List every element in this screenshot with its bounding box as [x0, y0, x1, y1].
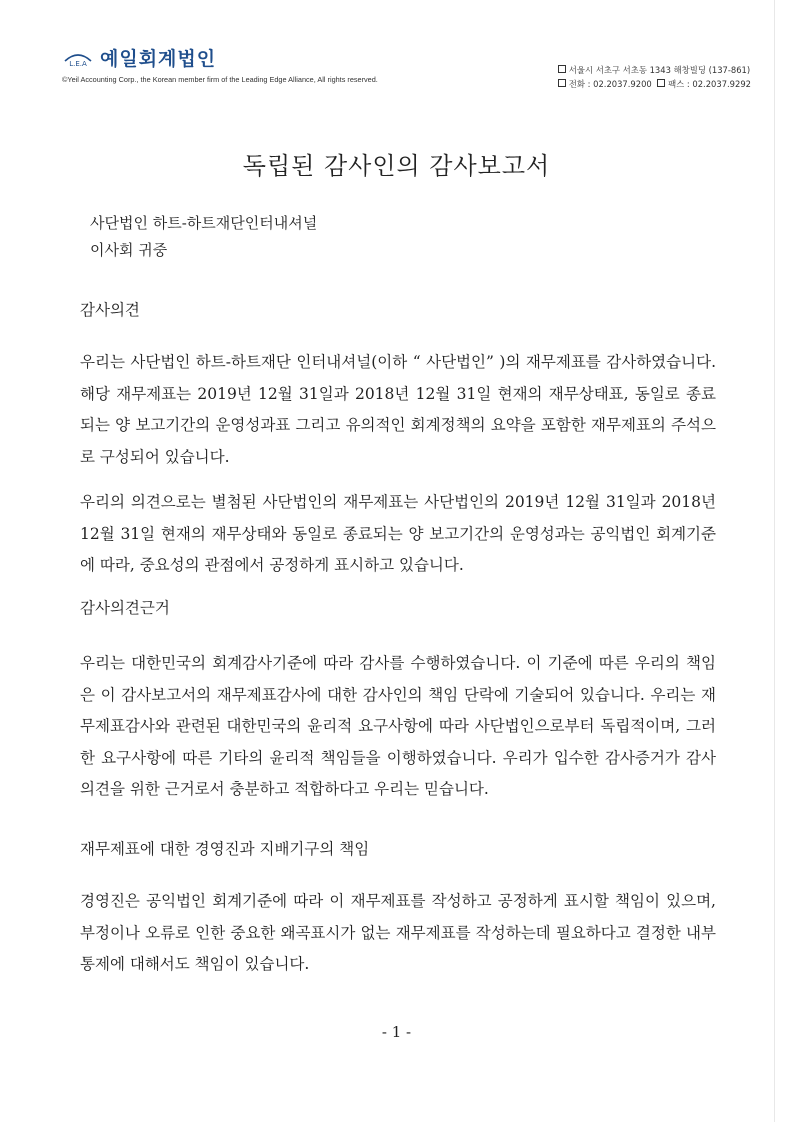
address-icon	[558, 65, 566, 73]
fax-icon	[657, 79, 665, 87]
letterhead-logo	[62, 44, 378, 84]
addressee	[90, 210, 317, 264]
firm-name: 예일회계법인	[100, 48, 217, 70]
report-title: 독립된 감사인의 감사보고서	[242, 152, 551, 180]
opinion-paragraph-1: 우리는 사단법인 하트-하트재단 인터내셔널(이하 “ 사단법인” )의 재무제표를 감사하였습니다. 해당 재무제표는 2019년 12월 31일과 2018년 12월 31일 현재의 재무상태표, 동일로 종료되는 양 보고기간의 운영성과표 그리고 유의적인 회계정책의 요약을 포함한 재무제표의 주석으로 구성되어 있습니다.	[80, 353, 716, 466]
firm-contact-block	[558, 63, 751, 91]
phone-icon	[558, 79, 566, 87]
firm-address: 서울시 서초구 서초동 1343 해창빌딩 (137-861)	[568, 65, 751, 75]
opinion-paragraph-2: 우리의 의견으로는 별첨된 사단법인의 재무제표는 사단법인의 2019년 12월 31일과 2018년 12월 31일 현재의 재무상태와 동일로 종료되는 양 보고기간의 운영성과는 공익법인 회계기준에 따라, 중요성의 관점에서 공정하게 표시하고 있습니다.	[80, 493, 716, 574]
page-number: - 1 -	[381, 1023, 412, 1041]
addressee-board: 이사회 귀중	[90, 241, 168, 259]
basis-paragraph: 우리는 대한민국의 회계감사기준에 따라 감사를 수행하였습니다. 이 기준에 따른 우리의 책임은 이 감사보고서의 재무제표감사에 대한 감사인의 책임 단락에 기술되어 있습니다. 우리는 재무제표감사와 관련된 대한민국의 윤리적 요구사항에 따라 사단법인으로부터 독립적이며, 그러한 요구사항에 따른 기타의 윤리적 책임들을 이행하였습니다. 우리가 입수한 감사증거가 감사의견을 위한 근거로서 충분하고 적합하다고 우리는 믿습니다.	[80, 654, 716, 798]
copyright-notice: ©Yeil Accounting Corp., the Korean member firm of the Leading Edge Alliance, All rights reserved.	[62, 75, 378, 84]
logo-badge-text: L.E.A	[69, 59, 87, 68]
section-heading-basis: 감사의견근거	[80, 599, 170, 617]
section-heading-responsibilities: 재무제표에 대한 경영진과 지배기구의 책임	[80, 840, 370, 858]
responsibilities-paragraph: 경영진은 공익법인 회계기준에 따라 이 재무제표를 작성하고 공정하게 표시할 책임이 있으며, 부정이나 오류로 인한 중요한 왜곡표시가 없는 재무제표를 작성하는데 필요하다고 결정한 내부통제에 대해서도 책임이 있습니다.	[80, 892, 716, 973]
firm-phone: 전화 : 02.2037.9200	[568, 79, 652, 89]
section-heading-opinion: 감사의견	[80, 301, 140, 319]
lea-logo-icon	[62, 47, 94, 69]
firm-fax: 팩스 : 02.2037.9292	[668, 79, 751, 89]
addressee-organization: 사단법인 하트-하트재단인터내셔널	[90, 214, 318, 232]
